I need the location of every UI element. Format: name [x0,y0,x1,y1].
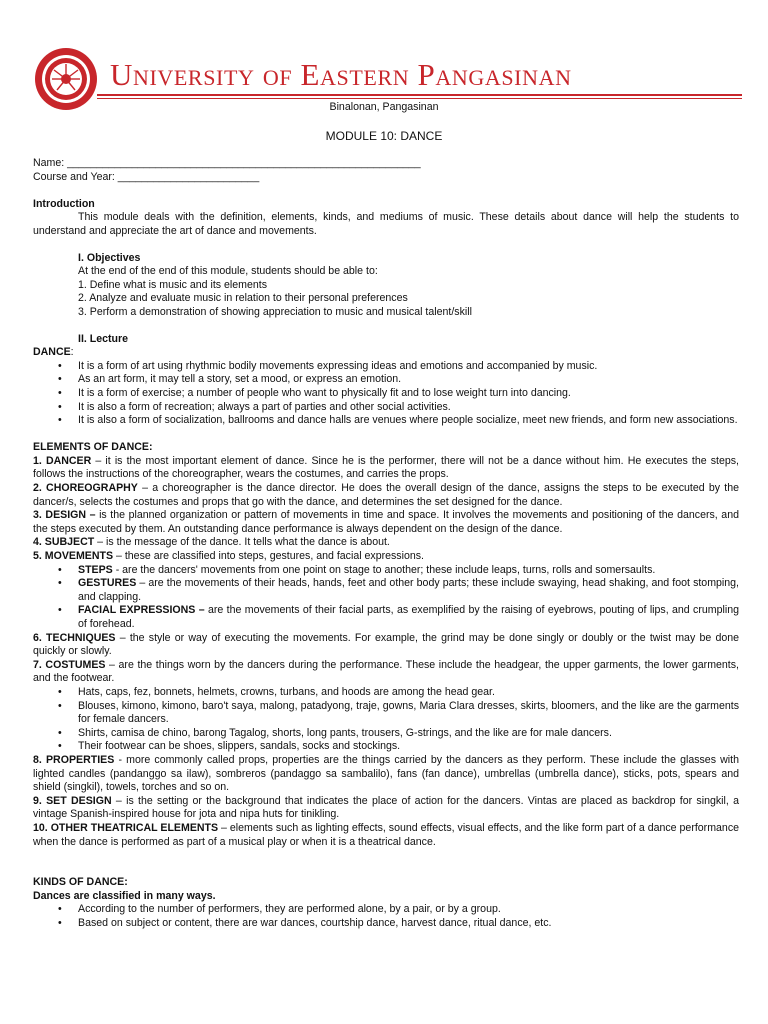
module-title: MODULE 10: DANCE [325,129,443,143]
list-item: • It is also a form of recreation; always a part of parties and other social activities. [33,401,739,415]
element-costumes: 7. COSTUMES – are the things worn by the dancers during the performance. These include the headgear, the upper garments, the lower garments, and the footwear. [33,658,739,685]
costumes-list [33,686,739,754]
banner-rule-thin [97,98,742,99]
element-properties: 8. PROPERTIES - more commonly called props, properties are the things carried by the dancers as they perform. These include the glasses with lighted candles (pandanggo sa ilaw), sombreros (pandaggo sa sambalilo), fans (fan dance), umbrellas (umbrella dance), sticks, pots, spears and shield (singkil), towels, torches and so on. [33,753,739,794]
objectives-lead: At the end of the end of this module, students should be able to: [78,265,378,278]
list-item: • According to the number of performers, they are performed alone, by a pair, or by a group. [33,903,739,917]
banner-rule [97,94,742,96]
element-subject: 4. SUBJECT – is the message of the dance. It tells what the dance is about. [33,536,390,549]
kinds-heading: KINDS OF DANCE: [33,876,128,889]
list-item: • Their footwear can be shoes, slippers, sandals, socks and stockings. [33,740,739,754]
dance-definition-list [33,360,739,428]
element-design: 3. DESIGN – is the planned organization or pattern of movements in time and space. It involves the movements and positioning of the dancers, and the steps executed by them. An outstanding dance performance is always dependent on the design of the dance. [33,509,739,535]
list-item: • Based on subject or content, there are war dances, courtship dance, harvest dance, ritual dance, etc. [33,917,739,931]
elements-heading: ELEMENTS OF DANCE: [33,441,153,454]
list-item: • Hats, caps, fez, bonnets, helmets, crowns, turbans, and hoods are among the head gear. [33,686,739,700]
list-item: • It is a form of art using rhythmic bodily movements expressing ideas and emotions and accompanied by music. [33,360,739,374]
list-item: • STEPS - are the dancers' movements from one point on stage to another; these include leaps, turns, rolls and somersaults. [33,564,739,578]
location-line: Binalonan, Pangasinan [329,101,439,113]
introduction-text: This module deals with the definition, elements, kinds, and mediums of music. These details about dance will help the students to understand and appreciate the art of dance and movements. [33,211,739,237]
kinds-list [33,903,739,930]
objective-item: 1. Define what is music and its elements [78,278,268,291]
objective-item: 2. Analyze and evaluate music in relation to their personal preferences [78,292,408,305]
list-item: • It is a form of exercise; a number of people who want to physically fit and to lose weight turn into dancing. [33,387,739,401]
objectives-heading: I. Objectives [78,251,141,264]
element-dancer: 1. DANCER – it is the most important element of dance. Since he is the performer, there will not be a dance without him. He executes the steps, follows the instructions of the choreographer, wears the costumes, and carries the props. [33,454,739,481]
element-techniques: 6. TECHNIQUES – the style or way of executing the movements. For example, the grind may be done singly or doubly or the twist may be done quickly or slowly. [33,631,740,658]
objective-item: 3. Perform a demonstration of showing appreciation to music and musical talent/skill [78,305,472,318]
list-item: • It is also a form of socialization, ballrooms and dance halls are venues where people socialize, meet new friends, and form new associations. [33,414,739,428]
list-item: • Shirts, camisa de chino, barong Tagalog, shorts, long pants, trousers, G-strings, and the like are for male dancers. [33,727,739,741]
element-other-theatrical: 10. OTHER THEATRICAL ELEMENTS – elements such as lighting effects, sound effects, visual effects, and the like form part of a dance performance when the dance is performed as part of a musical play or when it is a theatrical dance. [33,821,740,848]
list-item: • Blouses, kimono, kimono, baro't saya, malong, patadyong, traje, gowns, Maria Clara dresses, skirts, bloomers, and the like are the garments for female dancers. [33,700,739,727]
list-item: • As an art form, it may tell a story, set a mood, or express an emotion. [33,373,739,387]
course-year-field[interactable]: Course and Year: ________________________ [33,170,260,183]
name-field[interactable]: Name: ____________________________________________________________ [33,157,421,169]
university-name: University of Eastern Pangasinan [110,57,572,92]
lecture-heading: II. Lecture [78,332,129,345]
element-choreography: 2. CHOREOGRAPHY – a choreographer is the dance director. He does the overall design of the dance, assigns the steps to be executed by the dancer/s, selects the costumes and props that go with the dance, and determines the set designed for the dance. [33,482,739,508]
movements-list [33,564,739,632]
kinds-subheading: Dances are classified in many ways. [33,889,216,902]
list-item: • GESTURES – are the movements of their heads, hands, feet and other body parts; these include swaying, head shaking, and foot stomping, and clapping. [33,577,739,604]
module-body [33,157,739,930]
list-item: • FACIAL EXPRESSIONS – are the movements of their facial parts, as exemplified by the raising of eyebrows, pouting of lips, and crumpling of forehead. [33,604,739,631]
introduction-heading: Introduction [33,197,95,210]
element-movements: 5. MOVEMENTS – these are classified into steps, gestures, and facial expressions. [33,550,424,563]
element-set-design: 9. SET DESIGN – is the setting or the background that indicates the place of action for the dancers. Vintas are placed as backdrop for singkil, a vintage Spanish-inspired house for jota and nipa huts for tinikling. [33,794,739,821]
objectives-section [33,252,739,347]
dance-label: DANCE: [33,346,74,359]
